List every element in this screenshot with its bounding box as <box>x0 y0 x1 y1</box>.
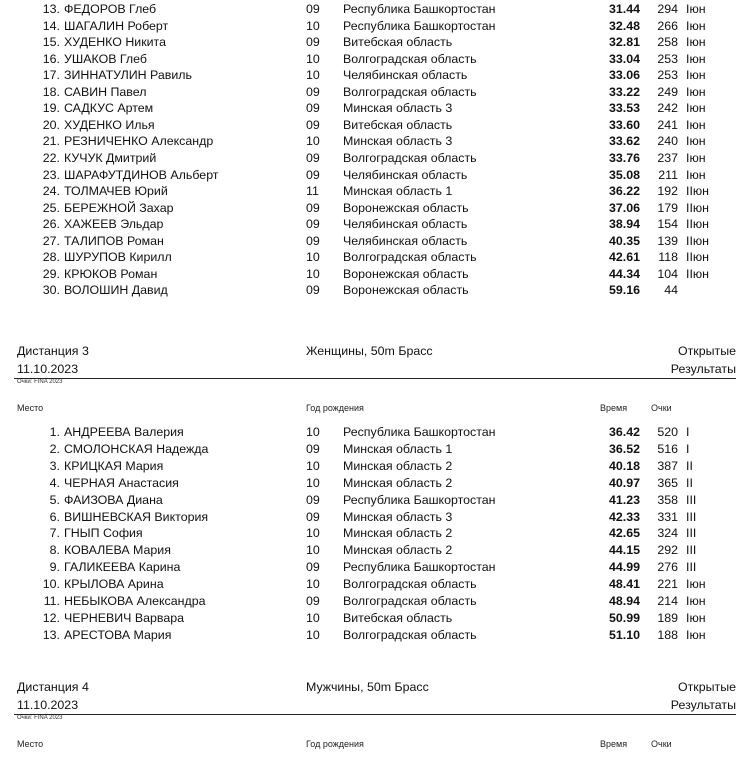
result-time: 50.99 <box>608 610 640 625</box>
col-time-header: Время <box>600 739 628 749</box>
result-name: ХУДЕНКО Никита <box>64 35 166 50</box>
category-label: Открытые <box>677 680 736 694</box>
result-time: 59.16 <box>608 283 640 298</box>
result-points: 253 <box>657 68 678 83</box>
result-year: 11 <box>306 184 319 199</box>
result-points: 221 <box>657 577 678 592</box>
result-row <box>0 610 750 626</box>
result-points: 237 <box>657 150 678 165</box>
result-time: 41.23 <box>608 492 640 507</box>
result-year: 10 <box>306 425 320 439</box>
result-time: 31.44 <box>608 2 640 16</box>
result-name: СМОЛОНСКАЯ Надежда <box>64 441 209 456</box>
result-row <box>0 34 750 50</box>
result-region: Воронежская область <box>343 200 469 215</box>
result-row <box>0 282 750 298</box>
result-points: 104 <box>657 266 678 281</box>
points-note: Очки: FINA 2023 <box>17 715 63 721</box>
result-time: 44.99 <box>608 560 640 575</box>
result-points: 294 <box>657 2 678 16</box>
result-rank: Iюн <box>686 51 706 66</box>
result-name: БЕРЕЖНОЙ Захар <box>64 200 174 215</box>
result-year: 10 <box>306 610 320 625</box>
result-points: 266 <box>657 18 678 33</box>
results-label: Результаты <box>670 698 736 712</box>
result-year: 10 <box>306 577 320 592</box>
result-row <box>0 441 750 457</box>
result-year: 09 <box>306 594 320 608</box>
result-name: КРЫЛОВА Арина <box>64 577 164 592</box>
date-label: 11.10.2023 <box>17 698 79 712</box>
result-row <box>0 509 750 525</box>
result-place: 3. <box>49 458 60 473</box>
result-region: Волгоградская область <box>343 250 477 265</box>
result-place: 22. <box>42 150 60 165</box>
result-rank: Iюн <box>686 84 706 99</box>
result-name: ХУДЕНКО Илья <box>64 117 155 132</box>
result-rank: III <box>686 543 697 558</box>
result-region: Волгоградская область <box>343 150 477 165</box>
result-region: Волгоградская область <box>343 577 477 592</box>
result-region: Минская область 2 <box>343 543 453 558</box>
result-time: 33.22 <box>608 84 640 99</box>
result-place: 17. <box>42 68 60 83</box>
result-place: 18. <box>42 84 60 99</box>
result-place: 16. <box>42 51 60 66</box>
result-year: 09 <box>306 84 320 99</box>
result-rank: Iюн <box>686 627 706 642</box>
result-name: ЗИННАТУЛИН Равиль <box>64 68 192 83</box>
result-region: Волгоградская область <box>343 51 477 66</box>
result-row <box>0 233 750 249</box>
result-row <box>0 559 750 575</box>
result-year: 09 <box>306 283 320 298</box>
result-time: 36.42 <box>608 425 640 439</box>
result-name: ШУРУПОВ Кирилл <box>64 250 172 265</box>
result-place: 14. <box>42 18 60 33</box>
result-points: 154 <box>657 217 678 232</box>
result-points: 520 <box>657 425 678 439</box>
distance-label: Дистанция 4 <box>17 680 89 694</box>
col-year-header: Год рождения <box>306 403 364 413</box>
result-rank: IIюн <box>686 266 710 281</box>
section-divider <box>14 378 736 379</box>
result-rank: Iюн <box>686 167 706 182</box>
result-time: 40.18 <box>608 458 640 473</box>
result-name: ЧЕРНАЯ Анастасия <box>64 475 179 490</box>
result-name: КУЧУК Дмитрий <box>64 150 157 165</box>
section-divider <box>14 714 736 715</box>
result-place: 15. <box>42 35 60 50</box>
col-points-header: Очки <box>651 403 672 413</box>
result-place: 23. <box>42 167 60 182</box>
col-year-header: Год рождения <box>306 739 364 749</box>
result-region: Минская область 2 <box>343 526 453 541</box>
result-region: Волгоградская область <box>343 627 477 642</box>
result-place: 13. <box>42 2 60 16</box>
result-rank: IIюн <box>686 233 710 248</box>
result-time: 48.41 <box>608 577 640 592</box>
result-points: 358 <box>657 492 678 507</box>
result-region: Минская область 3 <box>343 101 453 116</box>
result-year: 09 <box>306 233 320 248</box>
result-row <box>0 183 750 199</box>
result-place: 30. <box>42 283 60 298</box>
result-rank: Iюн <box>686 610 706 625</box>
result-region: Минская область 3 <box>343 134 453 149</box>
result-row <box>0 133 750 149</box>
result-name: УШАКОВ Глеб <box>64 51 148 66</box>
result-points: 324 <box>657 526 678 541</box>
result-region: Челябинская область <box>343 233 468 248</box>
result-row <box>0 266 750 282</box>
result-place: 29. <box>42 266 60 281</box>
result-region: Воронежская область <box>343 283 469 298</box>
result-year: 09 <box>306 560 320 575</box>
distance-label: Дистанция 3 <box>17 344 89 358</box>
result-time: 35.08 <box>608 167 640 182</box>
result-time: 48.94 <box>608 594 640 608</box>
result-name: НЕБЫКОВА Александра <box>64 594 206 608</box>
result-name: ТАЛИПОВ Роман <box>64 233 164 248</box>
result-year: 09 <box>306 2 320 16</box>
result-name: АНДРЕЕВА Валерия <box>64 425 184 439</box>
result-rank: Iюн <box>686 594 706 608</box>
result-points: 189 <box>657 610 678 625</box>
result-rank: IIюн <box>686 184 710 199</box>
result-points: 253 <box>657 51 678 66</box>
result-rank: III <box>686 509 697 524</box>
result-points: 387 <box>657 458 678 473</box>
result-rank: II <box>686 475 693 490</box>
result-points: 331 <box>657 509 678 524</box>
result-row <box>0 67 750 83</box>
result-points: 214 <box>657 594 678 608</box>
result-row <box>0 576 750 592</box>
result-place: 11. <box>43 594 60 608</box>
result-time: 42.33 <box>608 509 640 524</box>
result-time: 44.34 <box>608 266 640 281</box>
result-name: ГНЫП София <box>64 526 143 541</box>
result-time: 42.61 <box>608 250 640 265</box>
result-time: 33.04 <box>608 51 640 66</box>
result-points: 258 <box>657 35 678 50</box>
result-rank: Iюн <box>686 35 706 50</box>
result-name: ГАЛИКЕЕВА Карина <box>64 560 181 575</box>
result-name: КОВАЛЕВА Мария <box>64 543 171 558</box>
result-place: 2. <box>49 441 60 456</box>
result-place: 6. <box>49 509 60 524</box>
date-label: 11.10.2023 <box>17 362 79 376</box>
result-row <box>0 492 750 508</box>
result-rank: Iюн <box>686 68 706 83</box>
result-points: 192 <box>657 184 678 199</box>
result-points: 242 <box>657 101 678 116</box>
result-points: 179 <box>657 200 678 215</box>
result-year: 09 <box>306 492 320 507</box>
result-rank: IIюн <box>686 217 710 232</box>
result-year: 10 <box>306 266 320 281</box>
result-year: 09 <box>306 217 320 232</box>
result-place: 19. <box>42 101 60 116</box>
result-time: 40.35 <box>608 233 640 248</box>
result-year: 09 <box>306 200 320 215</box>
result-row <box>0 216 750 232</box>
result-points: 44 <box>664 283 678 298</box>
result-rank: Iюн <box>686 134 706 149</box>
result-rank: II <box>686 458 693 473</box>
result-points: 188 <box>657 627 678 642</box>
points-note: Очки: FINA 2023 <box>17 379 63 385</box>
result-row <box>0 542 750 558</box>
result-name: ВОЛОШИН Давид <box>64 283 168 298</box>
result-place: 27. <box>42 233 60 248</box>
result-row <box>0 475 750 491</box>
result-rank: III <box>686 492 697 507</box>
result-name: ШАРАФУТДИНОВ Альберт <box>64 167 219 182</box>
result-rank: Iюн <box>686 577 706 592</box>
result-place: 1. <box>49 425 60 439</box>
result-rank: Iюн <box>686 18 706 33</box>
result-rank: III <box>686 526 697 541</box>
result-row <box>0 249 750 265</box>
result-row <box>0 117 750 133</box>
result-year: 09 <box>306 150 320 165</box>
result-time: 36.52 <box>608 441 640 456</box>
result-rank: Iюн <box>686 150 706 165</box>
result-place: 4. <box>49 475 60 490</box>
result-time: 38.94 <box>608 217 640 232</box>
result-row <box>0 627 750 643</box>
result-region: Волгоградская область <box>343 84 477 99</box>
result-time: 42.65 <box>608 526 640 541</box>
result-year: 10 <box>306 250 320 265</box>
result-rank: III <box>686 560 697 575</box>
result-region: Челябинская область <box>343 68 468 83</box>
result-year: 10 <box>306 134 320 149</box>
result-name: ЧЕРНЕВИЧ Варвара <box>64 610 185 625</box>
result-row <box>0 84 750 100</box>
result-region: Республика Башкортостан <box>343 492 496 507</box>
col-place-header: Место <box>17 403 44 413</box>
result-row <box>0 424 750 440</box>
result-year: 09 <box>306 167 320 182</box>
col-time-header: Время <box>600 403 628 413</box>
results-label: Результаты <box>670 362 736 376</box>
result-points: 249 <box>657 84 678 99</box>
result-time: 33.62 <box>608 134 640 149</box>
result-row <box>0 167 750 183</box>
result-region: Республика Башкортостан <box>343 560 496 575</box>
result-rank: I <box>686 425 690 439</box>
result-time: 37.06 <box>608 200 640 215</box>
result-row <box>0 200 750 216</box>
result-points: 139 <box>657 233 678 248</box>
result-place: 12. <box>42 610 60 625</box>
result-time: 36.22 <box>608 184 640 199</box>
result-row <box>0 100 750 116</box>
result-points: 211 <box>658 167 678 182</box>
result-rank: Iюн <box>686 2 706 16</box>
result-year: 10 <box>306 475 320 490</box>
result-region: Витебская область <box>343 610 453 625</box>
result-region: Республика Башкортостан <box>343 18 496 33</box>
result-points: 276 <box>657 560 678 575</box>
result-points: 292 <box>657 543 678 558</box>
result-region: Минская область 2 <box>343 458 453 473</box>
col-place-header: Место <box>17 739 44 749</box>
result-rank: IIюн <box>686 250 710 265</box>
result-place: 26. <box>42 217 60 232</box>
result-name: АРЕСТОВА Мария <box>64 627 172 642</box>
result-name: САДКУС Артем <box>64 101 154 116</box>
result-points: 240 <box>657 134 678 149</box>
result-year: 10 <box>306 526 320 541</box>
event-label: Женщины, 50m Брасс <box>306 344 433 358</box>
result-time: 32.48 <box>608 18 640 33</box>
result-row <box>0 525 750 541</box>
result-rank: I <box>686 441 690 456</box>
result-region: Минская область 1 <box>343 184 453 199</box>
result-time: 44.15 <box>608 543 640 558</box>
result-row <box>0 51 750 67</box>
result-region: Волгоградская область <box>343 594 477 608</box>
result-row <box>0 1 750 17</box>
result-rank: Iюн <box>686 117 706 132</box>
result-row <box>0 593 750 609</box>
result-region: Челябинская область <box>343 167 468 182</box>
result-name: КРЮКОВ Роман <box>64 266 158 281</box>
result-place: 9. <box>49 560 60 575</box>
result-place: 20. <box>42 117 60 132</box>
result-region: Минская область 3 <box>343 509 453 524</box>
result-place: 24. <box>42 184 60 199</box>
result-name: ТОЛМАЧЕВ Юрий <box>64 184 168 199</box>
result-name: РЕЗНИЧЕНКО Александр <box>64 134 214 149</box>
result-points: 365 <box>657 475 678 490</box>
result-year: 09 <box>306 509 320 524</box>
result-year: 10 <box>306 18 320 33</box>
result-points: 516 <box>657 441 678 456</box>
col-points-header: Очки <box>651 739 672 749</box>
result-year: 10 <box>306 627 320 642</box>
result-year: 09 <box>306 101 320 116</box>
result-place: 7. <box>49 526 60 541</box>
result-time: 40.97 <box>608 475 640 490</box>
result-name: САВИН Павел <box>64 84 147 99</box>
result-place: 8. <box>49 543 60 558</box>
result-region: Воронежская область <box>343 266 469 281</box>
result-name: ХАЖЕЕВ Эльдар <box>64 217 164 232</box>
result-name: ФАИЗОВА Диана <box>64 492 163 507</box>
result-year: 09 <box>306 441 320 456</box>
result-year: 09 <box>306 35 320 50</box>
result-place: 5. <box>49 492 60 507</box>
result-year: 10 <box>306 68 320 83</box>
result-rank: IIюн <box>686 200 710 215</box>
result-name: ШАГАЛИН Роберт <box>64 18 169 33</box>
result-region: Минская область 2 <box>343 475 453 490</box>
result-year: 09 <box>306 117 320 132</box>
result-place: 13. <box>42 627 60 642</box>
result-time: 33.60 <box>608 117 640 132</box>
result-time: 32.81 <box>608 35 640 50</box>
result-name: ВИШНЕВСКАЯ Виктория <box>64 509 209 524</box>
result-points: 118 <box>658 250 678 265</box>
result-points: 241 <box>657 117 678 132</box>
result-region: Минская область 1 <box>343 441 453 456</box>
result-region: Витебская область <box>343 117 453 132</box>
result-place: 25. <box>42 200 60 215</box>
result-place: 21. <box>42 134 60 149</box>
result-year: 10 <box>306 543 320 558</box>
result-region: Витебская область <box>343 35 453 50</box>
result-row <box>0 458 750 474</box>
result-place: 28. <box>42 250 60 265</box>
result-time: 51.10 <box>608 627 640 642</box>
result-row <box>0 150 750 166</box>
result-time: 33.53 <box>608 101 640 116</box>
event-label: Мужчины, 50m Брасс <box>306 680 429 694</box>
result-name: ФЕДОРОВ Глеб <box>64 2 157 16</box>
result-region: Челябинская область <box>343 217 468 232</box>
result-year: 10 <box>306 458 320 473</box>
category-label: Открытые <box>677 344 736 358</box>
result-year: 10 <box>306 51 320 66</box>
result-region: Республика Башкортостан <box>343 2 496 16</box>
result-place: 10. <box>42 577 60 592</box>
result-row <box>0 18 750 34</box>
result-region: Республика Башкортостан <box>343 425 496 439</box>
result-rank: Iюн <box>686 101 706 116</box>
result-name: КРИЦКАЯ Мария <box>64 458 164 473</box>
result-time: 33.76 <box>608 150 640 165</box>
result-time: 33.06 <box>608 68 640 83</box>
